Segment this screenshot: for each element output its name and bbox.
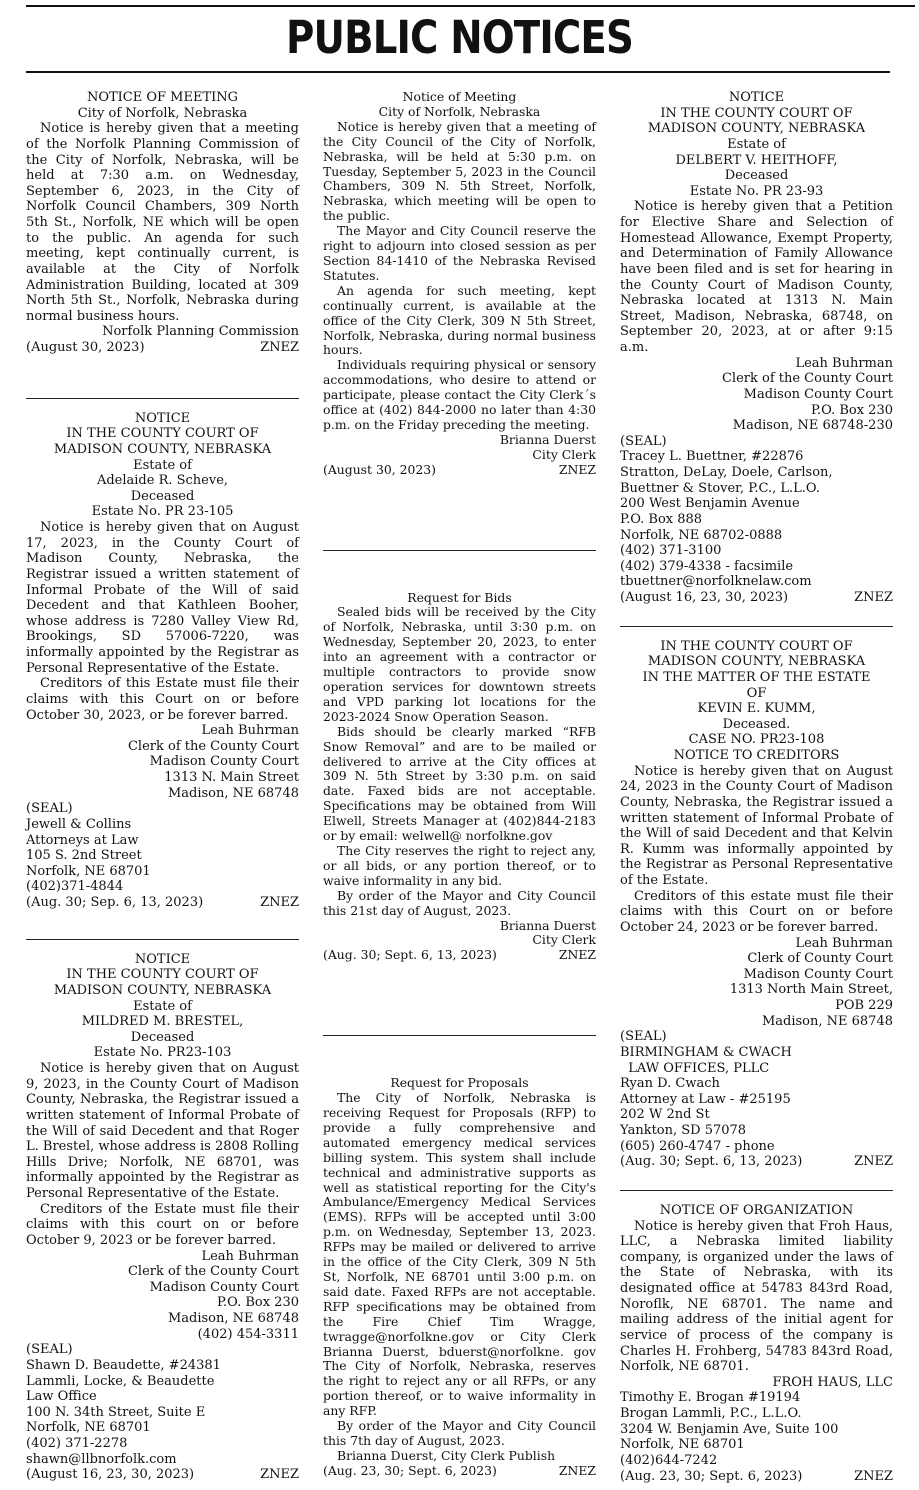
notice-contact-line: BIRMINGHAM & CWACH <box>620 1044 792 1060</box>
notice <box>323 1076 596 1478</box>
notice-heading-line: IN THE MATTER OF THE ESTATE <box>642 669 871 685</box>
notice-signature-line: Leah Buhrman <box>201 1248 299 1264</box>
notice-heading-line: Estate of <box>133 457 192 473</box>
notice-date-line <box>620 1469 893 1485</box>
notice-signature-line: Madison County Court <box>149 754 299 770</box>
notice-heading-line: NOTICE OF ORGANIZATION <box>659 1202 854 1218</box>
notice-publish-dates: (August 30, 2023) <box>323 461 436 477</box>
notice-heading-line: City of Norfolk, Nebraska <box>77 105 248 121</box>
notice-paragraph: Notice is hereby given that on August 24, 2023 in the County Court of Madison County, Nebraska, the Registrar issued a written statement of Informal Probate of the Will of said Decedent and that Kelvin R. Kumm was informally appointed by the Registrar as Personal Representative of the Estate. <box>620 763 893 888</box>
notice-signature-line: Leah Buhrman <box>795 935 893 951</box>
notice-code: ZNEZ <box>558 947 596 963</box>
notice-paragraph: Sealed bids will be received by the City of Norfolk, Nebraska, until 3:30 p.m. on Wednesday, September 20, 2023, to enter into an agreement with a contractor or multiple contractors to provide snow operation services for downtown streets and VPD parking lot locations for the 2023-2024 Snow Operation Season. <box>323 604 596 724</box>
notice-paragraph: By order of the Mayor and City Council this 7th day of August, 2023. <box>323 1418 596 1448</box>
notice-signature-line: Clerk of the County Court <box>127 1264 299 1280</box>
notice <box>620 90 893 606</box>
notice-publish-dates: (Aug. 30; Sept. 6, 13, 2023) <box>620 1154 803 1170</box>
notice-heading-line: IN THE COUNTY COURT OF <box>660 105 853 121</box>
page-header <box>0 0 919 74</box>
notice-paragraph: The City of Norfolk, Nebraska is receiving Request for Proposals (RFP) to provide a fully comprehensive and automated emergency medical services billing system. This system shall include technical and administrative supports as well as statistical reporting for the City's Ambulance/Emergency Medical Services (EMS). RFPs will be accepted until 3:00 p.m. on Wednesday, September 13, 2023. RFPs may be mailed or delivered to arrive in the office of the City Clerk, 309 N 5th St, Norfolk, NE 68701 until 3:00 p.m. on said date. Faxed RFPs are not acceptable. RFP specifications may be obtained from the Fire Chief Tim Wragge, twragge@norfolkne.gov or City Clerk Brianna Duerst, bduerst@norfolkne. gov The City of Norfolk, Nebraska, reserves the right to reject any or all RFPs, or any portion thereof, or to waive informality in any RFP. <box>323 1090 596 1419</box>
notice-heading-line: Notice of Meeting <box>402 89 517 104</box>
notice-publish-dates: (Aug. 30; Sep. 6, 13, 2023) <box>26 895 204 910</box>
notice-heading-line: NOTICE OF MEETING <box>86 90 239 105</box>
notice-paragraph: Bids should be clearly marked “RFB Snow Removal” and are to be mailed or delivered to arrive at the City offices at 309 N. 5th Street by 3:30 p.m. on said date. Faxed bids are not acceptable. Specifications may be obtained from Will Elwell, Streets Manager at (402)844-2183 or by email: welwell@ norfolkne.gov <box>323 723 596 844</box>
notice <box>26 90 299 356</box>
notice-heading-line: NOTICE <box>134 951 191 967</box>
notice-signature-line: Clerk of County Court <box>747 951 893 967</box>
notice-paragraph: By order of the Mayor and City Council this 21st day of August, 2023. <box>323 887 596 918</box>
notice-publish-dates: (Aug. 23, 30; Sept. 6, 2023) <box>620 1468 803 1484</box>
notice-publish-dates: (Aug. 23, 30; Sept. 6, 2023) <box>323 1462 497 1478</box>
notice-paragraph: Notice is hereby given that on August 17, 2023, in the County Court of Madison County, Nebraska, the Registrar issued a written statement of Informal Probate of the Will of said Decedent and that Kathleen Booher, whose address is 7280 Valley View Rd, Brookings, SD 57006-7220, was informally appointed by the Registrar as Personal Representative of the Estate. <box>26 520 299 676</box>
notice-contact-line: Attorneys at Law <box>26 832 139 848</box>
notice-publish-dates: (August 16, 23, 30, 2023) <box>26 1467 195 1483</box>
notice-code: ZNEZ <box>558 1462 596 1478</box>
notice-paragraph: Notice is hereby given that Froh Haus, LLC, a Nebraska limited liability company, is organized under the laws of the State of Nebraska, with its designated office at 54783 843rd Road, Noroflk, NE 68701. The name and mailing address of the initial agent for service of process of the company is Charles H. Frohberg, 54783 843rd Road, Norfolk, NE 68701. <box>620 1218 893 1375</box>
notice-signature-line: City Clerk <box>532 446 596 462</box>
notice-contact-line: (402)644-7242 <box>620 1452 718 1468</box>
notice-heading-line: OF <box>746 685 767 701</box>
notice-heading-line: KEVIN E. KUMM, <box>697 701 816 717</box>
notice-heading-line: IN THE COUNTY COURT OF <box>66 967 259 983</box>
notice-heading-line: CASE NO. PR23-108 <box>688 732 825 748</box>
notice-contact-line: (402) 371-3100 <box>620 543 722 559</box>
notice-paragraph: The Mayor and City Council reserve the right to adjourn into closed session as per Section 84-1410 of the Nebraska Revised Statutes. <box>323 223 596 283</box>
notice-contact-line: 200 West Benjamin Avenue <box>620 496 800 512</box>
notice-code: ZNEZ <box>854 1468 893 1484</box>
notice-contact-line: (SEAL) <box>620 1029 667 1045</box>
notice-contact-line: (SEAL) <box>26 1342 73 1358</box>
notice-signature-line: (402) 454-3311 <box>197 1326 299 1342</box>
notice-contact-line: Norfolk, NE 68701 <box>620 1437 745 1453</box>
notice-contact-line: Attorney at Law - #25195 <box>620 1091 791 1107</box>
notice-signature-line: Madison, NE 68748 <box>167 785 299 801</box>
notice-signature-line: P.O. Box 230 <box>216 1295 299 1311</box>
notice-contact-line: P.O. Box 888 <box>620 511 703 527</box>
notice-signature-line: POB 229 <box>835 998 893 1013</box>
notice-heading-line: MADISON COUNTY, NEBRASKA <box>647 121 866 137</box>
notice-paragraph: Brianna Duerst, City Clerk Publish <box>337 1447 556 1463</box>
notice-heading-line: IN THE COUNTY COURT OF <box>660 638 853 654</box>
notice-code: ZNEZ <box>260 340 299 355</box>
notice-signature-line: Clerk of the County Court <box>721 371 893 387</box>
notice-divider <box>26 939 299 940</box>
notice-contact-line: Norfolk, NE 68702-0888 <box>620 527 783 543</box>
notice <box>620 1203 893 1484</box>
notice-date-line <box>620 1154 893 1170</box>
notice-paragraph: Notice is hereby given that on August 9, 2023, in the County Court of Madison County, Nebraska, the Registrar issued a written statement of Informal Probate of the Will of said Decedent and that Roger L. Brestel, whose address is 2808 Rolling Hills Drive; Norfolk, NE 68701, was informally appointed by the Registrar as Personal Representative of the Estate. <box>26 1061 299 1201</box>
notice-code: ZNEZ <box>558 461 596 477</box>
header-top-rule <box>26 5 915 7</box>
notice-heading-line: Adelaide R. Scheve, <box>96 473 229 489</box>
notice-date-line <box>323 463 596 478</box>
notice-contact-line: Timothy E. Brogan #19194 <box>620 1390 801 1406</box>
notice-date-line <box>323 948 596 963</box>
notice-signature-line: City Clerk <box>532 932 596 948</box>
notice-heading-line: Estate No. PR23-103 <box>93 1045 232 1061</box>
notice-signature-line: P.O. Box 230 <box>810 402 893 418</box>
notice-contact-line: tbuettner@norfolknelaw.com <box>620 574 812 590</box>
column-1 <box>26 90 299 1483</box>
notice-divider <box>26 398 299 399</box>
notice-paragraph: An agenda for such meeting, kept continually current, is available at the office of the City Clerk, 309 N 5th Street, Norfolk, Nebraska, during normal business hours. <box>323 282 596 358</box>
notice <box>620 639 893 1170</box>
notice-signature-line: Brianna Duerst <box>499 917 596 933</box>
notice-code: ZNEZ <box>854 1154 893 1170</box>
notice-signature-line: Leah Buhrman <box>201 723 299 739</box>
notice-signature-line: FROH HAUS, LLC <box>772 1374 893 1390</box>
notice-signature-line: 1313 N. Main Street <box>164 770 299 785</box>
notice-contact-line: Law Office <box>26 1389 97 1405</box>
notice-signature-line: Madison, NE 68748-230 <box>732 418 893 434</box>
notice-contact-line: Shawn D. Beaudette, #24381 <box>26 1357 221 1373</box>
notice-contact-line: (402)371-4844 <box>26 879 124 895</box>
notice-heading-line: Deceased <box>130 488 195 504</box>
notice-signature-line: Madison, NE 68748 <box>761 1013 893 1029</box>
notice-contact-line: 202 W 2nd St <box>620 1107 710 1123</box>
column-3 <box>620 90 893 1484</box>
notice-heading-line: Estate of <box>727 136 786 152</box>
notice <box>323 591 596 964</box>
notice-heading-line: Estate No. PR 23-105 <box>91 504 234 520</box>
page-title: PUBLIC NOTICES <box>286 11 633 64</box>
notice-paragraph: Individuals requiring physical or sensory accommodations, who desire to attend or participate, please contact the City Clerk´s office at (402) 844-2000 no later than 4:30 p.m. on the Friday preceding the meeting. <box>323 357 596 432</box>
notice-signature-line: Clerk of the County Court <box>127 738 299 754</box>
notice-date-line <box>620 590 893 606</box>
notice <box>26 952 299 1483</box>
notice-heading-line: IN THE COUNTY COURT OF <box>66 426 259 442</box>
notice-heading-line: MADISON COUNTY, NEBRASKA <box>53 441 272 457</box>
notice-heading-line: MADISON COUNTY, NEBRASKA <box>647 654 866 670</box>
notice-paragraph: Creditors of this estate must file their claims with this Court on or before October 24, 2023 or be forever barred. <box>620 888 893 935</box>
notice-contact-line: Norfolk, NE 68701 <box>26 863 151 879</box>
notice-contact-line: Norfolk, NE 68701 <box>26 1420 151 1436</box>
notice-paragraph: Notice is hereby given that a meeting of the City Council of the City of Norfolk, Nebraska, will be held at 5:30 p.m. on Tuesday, September 5, 2023 in the Council Chambers, 309 N. 5th Street, Norfolk, Nebraska, which meeting will be open to the public. <box>323 118 596 224</box>
notice-heading-line: NOTICE <box>728 90 785 105</box>
notice-contact-line: Yankton, SD 57078 <box>620 1123 747 1138</box>
column-2 <box>323 90 596 1479</box>
notice-signature-line: Madison County Court <box>743 966 893 982</box>
notice <box>26 411 299 911</box>
notice-heading-line: NOTICE TO CREDITORS <box>673 748 840 763</box>
notice-signature-line: Madison County Court <box>149 1279 299 1295</box>
notice-divider <box>323 550 596 551</box>
notice-contact-line: (605) 260-4747 - phone <box>620 1138 775 1154</box>
notice-publish-dates: (Aug. 30; Sept. 6, 13, 2023) <box>323 947 497 963</box>
notice-heading-line: Deceased <box>724 168 789 184</box>
notice-heading-line: MILDRED M. BRESTEL, <box>81 1014 244 1030</box>
notice-heading-line: Request for Bids <box>407 589 512 605</box>
notice-signature-line: Madison, NE 68748 <box>167 1311 299 1326</box>
notice-paragraph: Notice is hereby given that a meeting of the Norfolk Planning Commission of the City of Norfolk, Nebraska, will be held at 7:30 a.m. on Wednesday, September 6, 2023, in the City of Norfolk Council Chambers, 309 North 5th St., Norfolk, NE which will be open to the public. An agenda for such meeting, kept continually current, is available at the City of Norfolk Administration Building, located at 309 North 5th St., Norfolk, Nebraska during normal business hours. <box>26 121 299 324</box>
notice-divider <box>620 1190 893 1191</box>
notice-signature-line: Brianna Duerst <box>499 431 596 447</box>
notice-contact-line: (SEAL) <box>620 433 667 449</box>
notice-contact-line: Buettner & Stover, P.C., L.L.O. <box>620 480 820 496</box>
notice-heading-line: Deceased <box>130 1029 195 1045</box>
notice-date-line <box>323 1464 596 1479</box>
notice-contact-line: Lammli, Locke, & Beaudette <box>26 1373 215 1389</box>
notice-publish-dates: (August 16, 23, 30, 2023) <box>620 590 789 605</box>
notice-paragraph: The City reserves the right to reject any, or all bids, or any portion thereof, or to waive informality in any bid. <box>323 842 596 888</box>
notice-date-line <box>26 340 299 356</box>
notice-heading-line: Request for Proposals <box>390 1075 529 1091</box>
notice-code: ZNEZ <box>260 895 299 910</box>
notice-contact-line: shawn@llbnorfolk.com <box>26 1451 177 1467</box>
notice-heading-line: City of Norfolk, Nebraska <box>378 103 541 119</box>
notice-signature-line: Leah Buhrman <box>795 355 893 371</box>
notice-heading-line: Estate of <box>133 998 192 1014</box>
notice-date-line <box>26 895 299 911</box>
notice-date-line <box>26 1467 299 1483</box>
notice-contact-line: 105 S. 2nd Street <box>26 848 142 864</box>
notice-code: ZNEZ <box>260 1467 299 1483</box>
notice-contact-line: 100 N. 34th Street, Suite E <box>26 1404 206 1420</box>
notice-code: ZNEZ <box>854 590 893 605</box>
notice-contact-line: Ryan D. Cwach <box>620 1076 720 1092</box>
notice-heading-line: MADISON COUNTY, NEBRASKA <box>53 982 272 998</box>
notice-paragraph: Creditors of the Estate must file their claims with this court on or before October 9, 2023 or be forever barred. <box>26 1201 299 1248</box>
notice-contact-line: (402) 371-2278 <box>26 1436 128 1451</box>
notice-publish-dates: (August 30, 2023) <box>26 340 145 355</box>
notice-contact-line: (402) 379-4338 - facsimile <box>620 558 794 574</box>
notice-contact-line: Tracey L. Buettner, #22876 <box>620 449 804 465</box>
notice-heading-line: NOTICE <box>134 410 191 426</box>
header-bottom-rule <box>26 71 890 73</box>
notice-contact-line: LAW OFFICES, PLLC <box>620 1060 770 1076</box>
notice <box>323 90 596 478</box>
notice-heading-line: Estate No. PR 23-93 <box>689 183 824 199</box>
notice-contact-line: Stratton, DeLay, Doele, Carlson, <box>620 465 833 480</box>
notice-signature-line: 1313 North Main Street, <box>729 982 893 998</box>
notice-contact-line: Jewell & Collins <box>26 816 132 832</box>
notice-signature-line: Madison County Court <box>743 386 893 402</box>
notice-heading-line: Deceased. <box>722 716 791 732</box>
notice-paragraph: Notice is hereby given that a Petition for Elective Share and Selection of Homestead Allowance, Exempt Property, and Determination of Family Allowance have been filed and is set for hearing in the County Court of Madison County, Nebraska located at 1313 N. Main Street, Madison, Nebraska, 68748, on September 20, 2023, at or after 9:15 a.m. <box>620 199 893 355</box>
notice-divider <box>323 1035 596 1036</box>
notice-paragraph: Creditors of this Estate must file their claims with this Court on or before October 30, 2023, or be forever barred. <box>26 676 299 723</box>
notice-contact-line: (SEAL) <box>26 801 73 817</box>
notice-signature-line: Norfolk Planning Commission <box>102 324 299 340</box>
notice-heading-line: DELBERT V. HEITHOFF, <box>675 152 838 168</box>
notice-contact-line: 3204 W. Benjamin Ave, Suite 100 <box>620 1421 839 1437</box>
notice-contact-line: Brogan Lammli, P.C., L.L.O. <box>620 1406 802 1421</box>
notice-divider <box>620 626 893 627</box>
